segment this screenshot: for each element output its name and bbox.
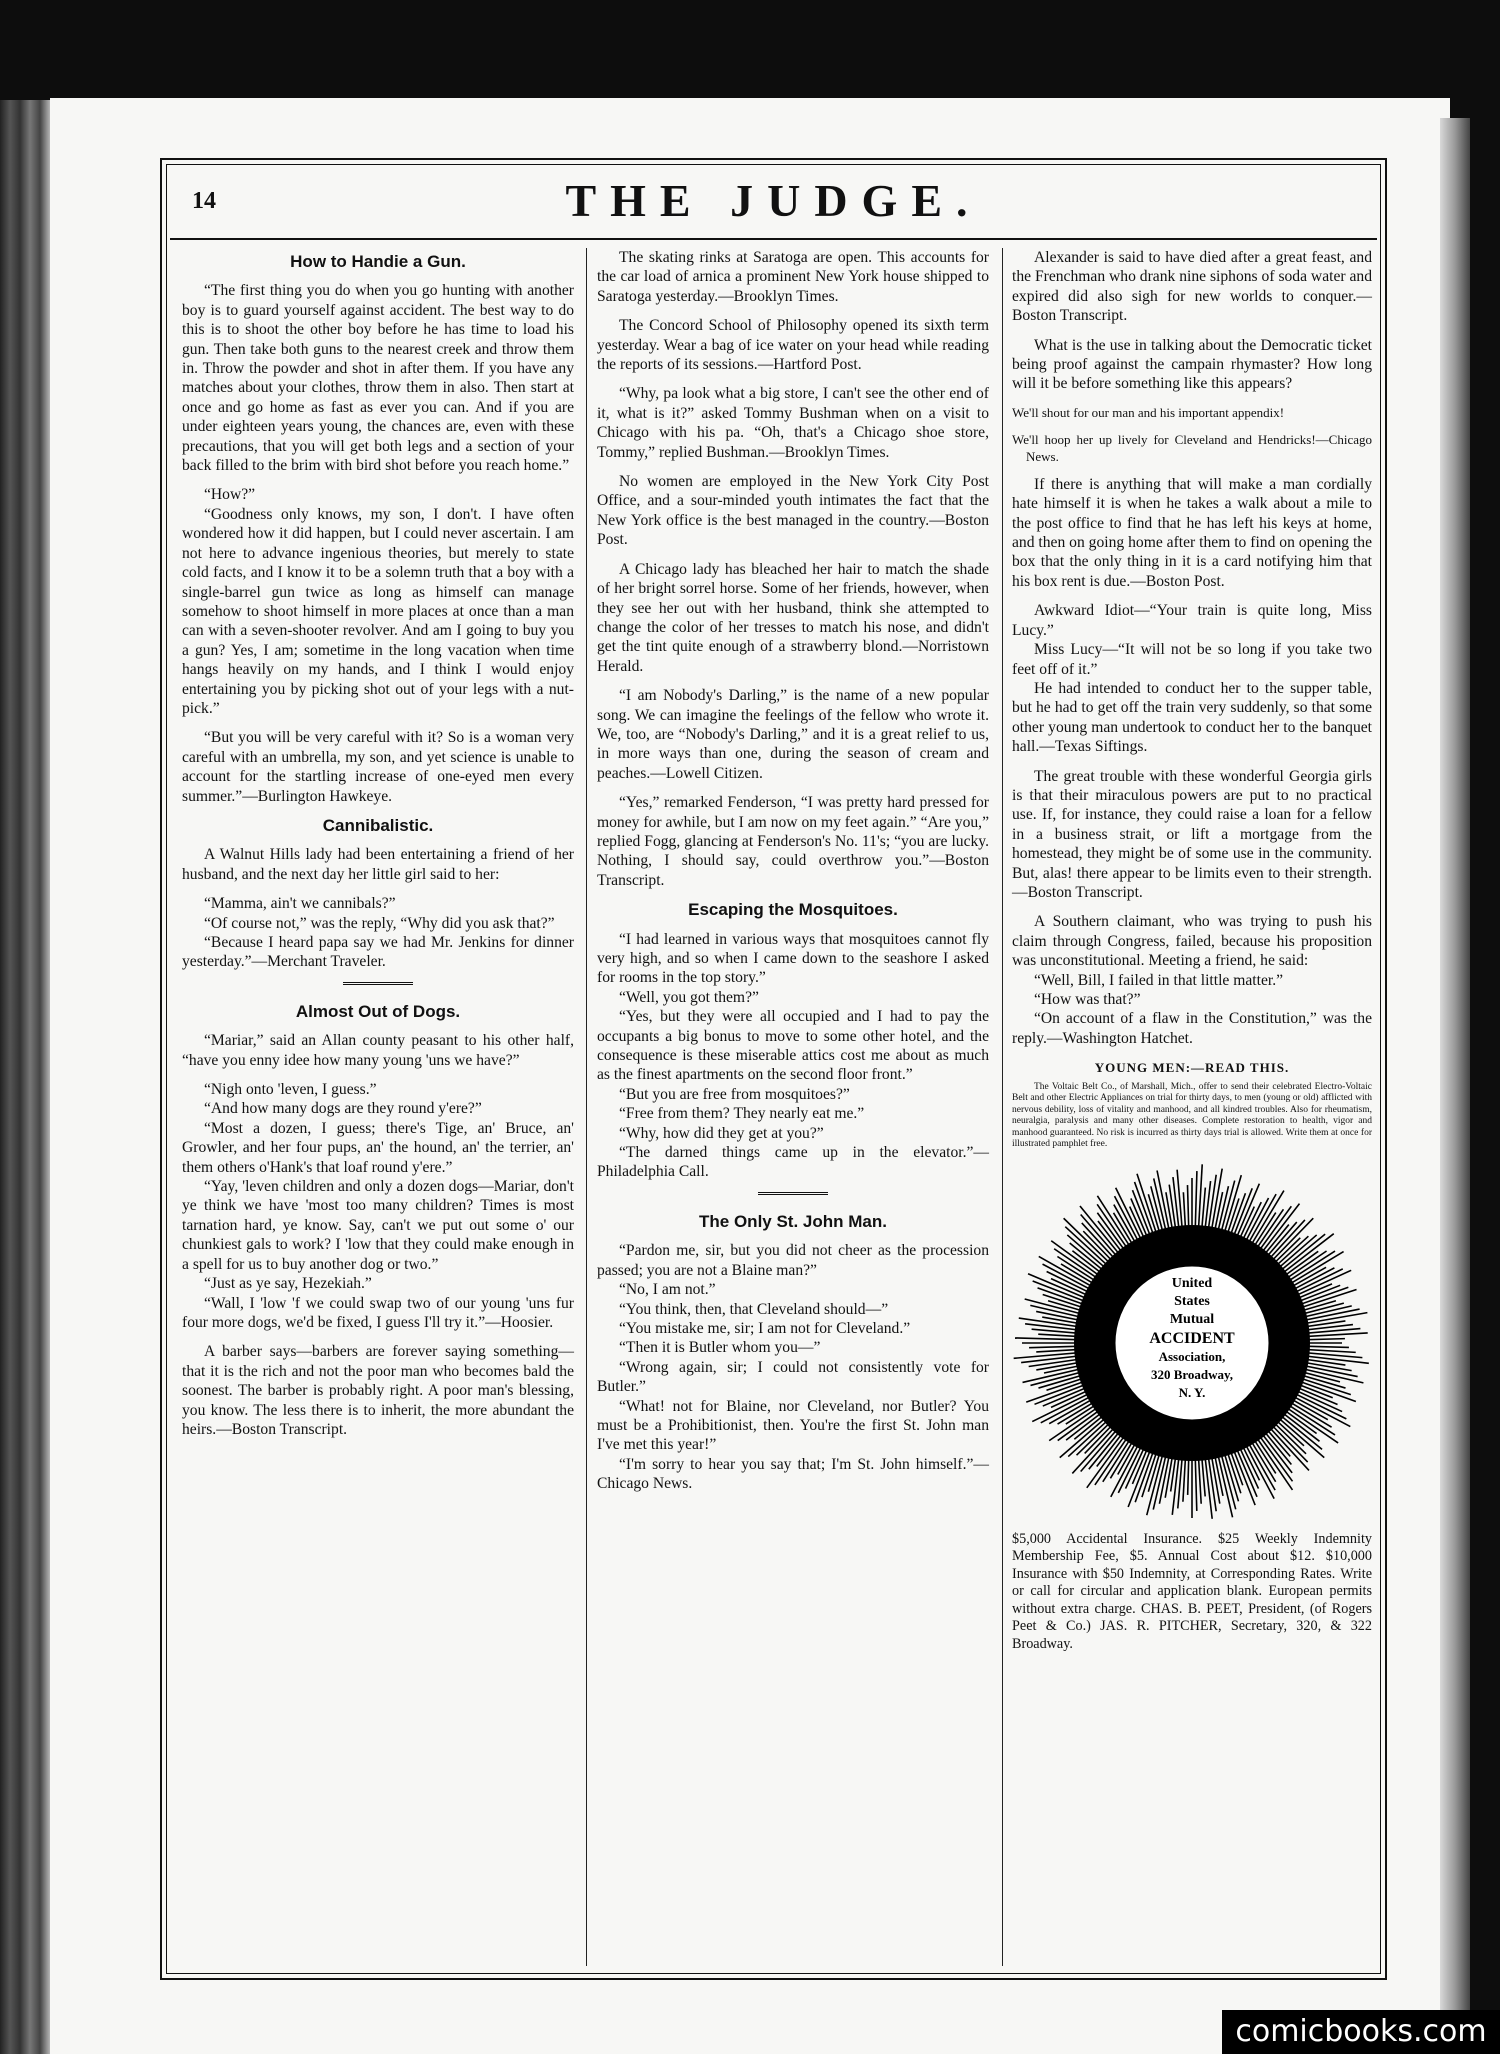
article-paragraph: What is the use in talking about the Democratic ticket being proof against the campain rhymaster? How long will it be before something like this appears? bbox=[1012, 336, 1372, 393]
seal-text: Mutual bbox=[1169, 1311, 1215, 1327]
article-paragraph: “I'm sorry to hear you say that; I'm St. John himself.”—Chicago News. bbox=[597, 1455, 989, 1493]
article-paragraph: “Yay, 'leven children and only a dozen dogs—Mariar, don't ye think we have 'most too many children? Times is most tarnation hard, ye know. Say, can't we put out some o' our chunkiest gals to work? I 'low that they could make enough in a spell for us to buy another dog or two.” bbox=[182, 1178, 574, 1273]
verse-line: We'll hoop her up lively for Cleveland and Hendricks!—Chicago News. bbox=[1012, 431, 1372, 464]
article-paragraph: A Southern claimant, who was trying to push his claim through Congress, failed, because his proposition was unconstitutional. Meeting a friend, he said: bbox=[1012, 913, 1372, 970]
article-paragraph: “Because I heard papa say we had Mr. Jenkins for dinner yesterday.”—Merchant Traveler. bbox=[182, 934, 574, 971]
seal-text: States bbox=[1174, 1293, 1210, 1309]
article-paragraph: “Just as ye say, Hezekiah.” bbox=[204, 1275, 372, 1293]
article-paragraph: “Most a dozen, I guess; there's Tige, an' Bruce, an' Growler, and her four pups, an' the hound, an' the terrier, an' them others o'Hank's that loaf round y'ere.” bbox=[182, 1119, 574, 1176]
article-title: Escaping the Mosquitoes. bbox=[688, 900, 898, 920]
article-title: The Only St. John Man. bbox=[699, 1211, 887, 1231]
article-paragraph: “Mamma, ain't we cannibals?” bbox=[204, 895, 396, 913]
article-paragraph: A Chicago lady has bleached her hair to match the shade of her bright sorrel horse. Some of her friends, however, when they see her out with her husband, think she attempted to change the color of her tresses to match his nose, and didn't get the tint quite enough of a strawberry blond.—Norristown Herald. bbox=[597, 560, 989, 675]
column-divider bbox=[586, 248, 587, 1966]
article-paragraph: A Walnut Hills lady had been entertaining a friend of her husband, and the next day her little girl said to her: bbox=[182, 846, 574, 883]
article-paragraph: “The darned things came up in the elevator.”—Philadelphia Call. bbox=[597, 1144, 989, 1181]
article-paragraph: “Then it is Butler whom you—” bbox=[619, 1339, 821, 1357]
article-paragraph: Alexander is said to have died after a great feast, and the Frenchman who drank nine siphons of soda water and expired did also sigh for new worlds to conquer.—Boston Transcript. bbox=[1012, 249, 1372, 325]
article-paragraph: “The first thing you do when you go hunting with another boy is to guard yourself against accident. The best way to do this is to shoot the other boy before he has time to load his gun. Then take both guns to the nearest creek and throw them in. Throw the powder and shot in after them. If you have any matches about your clothes, throw them in also. Then start at once and go home as fast as ever you can. And if you are under eighteen years young, the chances are, even with these precautions, that you will get both legs and a section of your back filled to the brim with bird shot before you reach home.” bbox=[182, 282, 574, 475]
seal-text: N. Y. bbox=[1178, 1384, 1206, 1400]
article-paragraph: The Concord School of Philosophy opened its sixth term yesterday. Wear a bag of ice water on your head while reading the reports of its sessions.—Hartford Post. bbox=[597, 317, 989, 374]
article-paragraph: “And how many dogs are they round y'ere?” bbox=[204, 1100, 482, 1118]
article-paragraph: “Free from them? They nearly eat me.” bbox=[619, 1105, 865, 1123]
section-divider bbox=[343, 982, 413, 988]
verse-line: We'll shout for our man and his important appendix! bbox=[1012, 404, 1285, 420]
article-paragraph: “Goodness only knows, my son, I don't. I have often wondered how it did happen, but I could never ascertain. I am not here to advance ingenious theories, but merely to state cold facts, and I know it to be a solemn truth that a boy with a single-barrel gun twice as long as himself can manage somehow to shoot himself in more places at once than a man can with a seven-shooter revolver. And am I going to buy you a gun? Yes, I am; sometime in the long vacation when time hangs heavily on my hands, and I think I would enjoy entertaining you by picking shot out of your legs with a nut-pick.” bbox=[182, 505, 574, 717]
article-paragraph: “Well, Bill, I failed in that little matter.” bbox=[1034, 971, 1284, 989]
section-divider bbox=[758, 1192, 828, 1198]
article-paragraph: “Yes,” remarked Fenderson, “I was pretty hard pressed for money for awhile, but I am now on my feet again.” “Are you,” replied Fogg, glancing at Fenderson's No. 11's; “you are lucky. Nothing, I should say, could overthrow you.”—Boston Transcript. bbox=[597, 794, 989, 889]
column-3 bbox=[1012, 248, 1372, 1653]
article-title: Cannibalistic. bbox=[322, 815, 434, 835]
article-paragraph: “You mistake me, sir; I am not for Cleveland.” bbox=[619, 1319, 911, 1337]
article-paragraph: “Wrong again, sir; I could not consistently vote for Butler.” bbox=[597, 1358, 989, 1396]
article-paragraph: “How was that?” bbox=[1034, 991, 1141, 1008]
page-frame bbox=[160, 158, 1387, 1980]
article-paragraph: “I am Nobody's Darling,” is the name of a new popular song. We can imagine the feelings of the fellow who wrote it. We, too, are “Nobody's Darling,” and it is a great relief to us, in more ways than one, during the season of cream and peaches.—Lowell Citizen. bbox=[597, 687, 989, 782]
article-paragraph: Awkward Idiot—“Your train is quite long, Miss Lucy.” bbox=[1012, 602, 1372, 639]
article-paragraph: “Yes, but they were all occupied and I had to pay the occupants a big bonus to move to some other hotel, and the consequence is these miserable attics cost me about as much as the finest apartments on the second floor front.” bbox=[597, 1008, 989, 1084]
column-2 bbox=[597, 248, 989, 1504]
article-paragraph: “Pardon me, sir, but you did not cheer as the procession passed; you are not a Blaine man?” bbox=[597, 1242, 989, 1279]
page-number: 14 bbox=[192, 188, 216, 214]
seal-text: United bbox=[1171, 1275, 1213, 1291]
sunburst-seal-icon bbox=[1012, 1163, 1372, 1523]
article-paragraph: “Mariar,” said an Allan county peasant to his other half, “have you enny idee how many young 'uns we have?” bbox=[182, 1032, 574, 1069]
article-paragraph: He had intended to conduct her to the supper table, but he had to get off the train very suddenly, so that some other young man undertook to conduct her to the banquet hall.—Texas Siftings. bbox=[1012, 679, 1372, 756]
article-paragraph: “You think, then, that Cleveland should—” bbox=[619, 1300, 889, 1318]
book-spine bbox=[0, 100, 55, 2054]
article-paragraph: “Nigh onto 'leven, I guess.” bbox=[204, 1081, 377, 1099]
article-paragraph: The skating rinks at Saratoga are open. This accounts for the car load of arnica a prominent New York house shipped to Saratoga yesterday.—Brooklyn Times. bbox=[597, 249, 989, 305]
article-paragraph: “On account of a flaw in the Constitution,” was the reply.—Washington Hatchet. bbox=[1012, 1010, 1372, 1047]
page-edge-shadow bbox=[1440, 118, 1470, 2054]
article-paragraph: “Wall, I 'low 'f we could swap two of our young 'uns fur four more dogs, we'd be fixed, I guess I'll try it.”—Hoosier. bbox=[182, 1294, 574, 1331]
article-paragraph: “Why, how did they get at you?” bbox=[619, 1124, 824, 1142]
seal-text: ACCIDENT bbox=[1149, 1329, 1235, 1347]
article-paragraph: “How?” bbox=[204, 486, 256, 504]
watermark: comicbooks.com bbox=[1222, 2010, 1500, 2054]
article-title: Almost Out of Dogs. bbox=[295, 1001, 461, 1021]
article-paragraph: A barber says—barbers are forever saying something—that it is the rich and not the poor man who becomes bald the soonest. The barber is probably right. A poor man's blessing, you know. The less there is to inherit, the more abundant the heirs.—Boston Transcript. bbox=[182, 1343, 574, 1438]
article-paragraph: “No, I am not.” bbox=[619, 1281, 716, 1299]
seal-text: Association, bbox=[1158, 1348, 1226, 1364]
insurance-advertisement: $5,000 Accidental Insurance. $25 Weekly Indemnity Membership Fee, $5. Annual Cost about $12. $10,000 Insurance with $50 Indemnity, at Corresponding Rates. Write or call for circular and application blank. European permits without extra charge. CHAS. B. PEET, President, (of Rogers Peet & Co.) JAS. R. PITCHER, Secretary, 320, & 322 Broadway. bbox=[1012, 1530, 1372, 1652]
article-paragraph: “I had learned in various ways that mosquitoes cannot fly very high, and so when I came down to the seashore I asked for rooms in the top story.” bbox=[597, 930, 989, 987]
masthead-title: THE JUDGE. bbox=[565, 175, 982, 226]
article-paragraph: “But you are free from mosquitoes?” bbox=[619, 1085, 850, 1103]
article-paragraph: No women are employed in the New York City Post Office, and a sour-minded youth intimates the fact that the New York office is the best managed in the country.—Boston Post. bbox=[597, 473, 989, 549]
article-paragraph: “But you will be very careful with it? So is a woman very careful with an umbrella, my son, and yet science is unable to account for the startling increase of one-eyed men every summer.”—Burlington Hawkeye. bbox=[182, 729, 574, 805]
article-paragraph: “What! not for Blaine, nor Cleveland, nor Butler? You must be a Prohibitionist, then. You're the first St. John man I've met this year!” bbox=[597, 1397, 989, 1454]
article-paragraph: “Well, you got them?” bbox=[619, 988, 759, 1006]
masthead-rule bbox=[170, 238, 1377, 240]
article-paragraph: “Why, pa look what a big store, I can't see the other end of it, what is it?” asked Tommy Bushman when on a visit to Chicago with his pa. “Oh, that's a Chicago shoe store, Tommy,” replied Bushman.—Brooklyn Times. bbox=[597, 385, 989, 461]
seal-text: 320 Broadway, bbox=[1150, 1366, 1234, 1382]
advertisement-text: The Voltaic Belt Co., of Marshall, Mich., offer to send their celebrated Electro-Voltaic Belt and other Electric Appliances on trial for thirty days, to men (young or old) afflicted with nervous debility, loss of vitality and manhood, and all kindred troubles. Also for rheumatism, neuralgia, paralysis and many other diseases. Complete restoration to health, vigor and manhood guaranteed. No risk is incurred as thirty days trial is allowed. Write them at once for illustrated pamphlet free. bbox=[1012, 1081, 1372, 1150]
column-1 bbox=[182, 248, 574, 1449]
article-paragraph: If there is anything that will make a man cordially hate himself it is when he takes a walk about a mile to the post office to find that he has left his keys at home, and then on going home after them to find on opening the box that the only thing in it is a card notifying him that his box rent is due.—Boston Post. bbox=[1012, 475, 1372, 590]
column-divider bbox=[1002, 248, 1003, 1966]
article-title: How to Handie a Gun. bbox=[290, 252, 466, 271]
article-paragraph: The great trouble with these wonderful Georgia girls is that their miraculous powers are put to no practical use. If, for instance, they could raise a loan for a fellow in a business strait, or lift a mortgage from the homestead, they might be of some use in the community. But, alas! there appear to be limits even to their strength.—Boston Transcript. bbox=[1012, 767, 1372, 901]
advertisement-title: YOUNG MEN:—READ THIS. bbox=[1094, 1060, 1290, 1076]
article-paragraph: “Of course not,” was the reply, “Why did you ask that?” bbox=[204, 914, 555, 932]
article-paragraph: Miss Lucy—“It will not be so long if you take two feet off of it.” bbox=[1012, 641, 1372, 678]
